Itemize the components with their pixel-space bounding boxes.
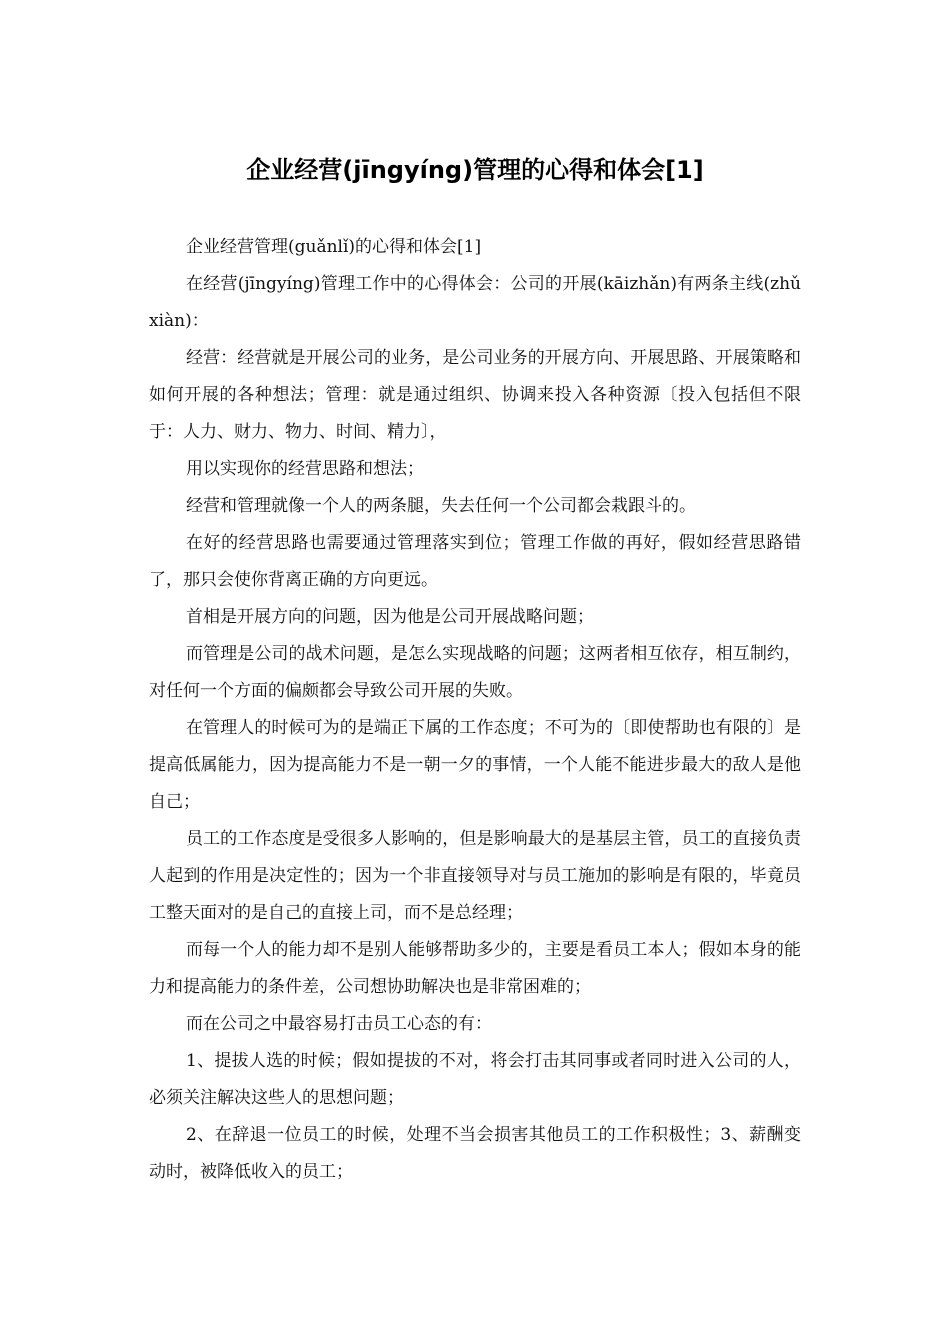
paragraph: 用以实现你的经营思路和想法；	[186, 459, 424, 479]
paragraph: 企业经营管理(guǎnlǐ)的心得和体会[1]	[186, 237, 482, 257]
paragraph: 经营和管理就像一个人的两条腿，失去任何一个公司都会栽跟斗的。	[186, 496, 696, 516]
paragraph: 首相是开展方向的问题，因为他是公司开展战略问题；	[186, 607, 594, 627]
paragraph: 在好的经营思路也需要通过管理落实到位；管理工作做的再好，假如经营思路错了，那只会使你背离正确的方向更远。	[149, 533, 801, 590]
paragraph: 2、在辞退一位员工的时候，处理不当会损害其他员工的工作积极性；3、薪酬变动时，被降低收入的员工；	[149, 1125, 801, 1182]
paragraph: 员工的工作态度是受很多人影响的，但是影响最大的是基层主管，员工的直接负责人起到的作用是决定性的；因为一个非直接领导对与员工施加的影响是有限的，毕竟员工整天面对的是自己的直接上司，而不是总经理；	[149, 829, 801, 923]
paragraph: 而管理是公司的战术问题，是怎么实现战略的问题；这两者相互依存，相互制约，对任何一个方面的偏颇都会导致公司开展的失败。	[149, 644, 801, 701]
paragraph: 在管理人的时候可为的是端正下属的工作态度；不可为的〔即使帮助也有限的〕是提高低属能力，因为提高能力不是一朝一夕的事情，一个人能不能进步最大的敌人是他自己；	[149, 718, 801, 812]
document-body	[149, 229, 801, 1191]
document-title: 企业经营(jīngyíng)管理的心得和体会[1]	[246, 156, 704, 184]
paragraph: 经营：经营就是开展公司的业务，是公司业务的开展方向、开展思路、开展策略和如何开展的各种想法；管理：就是通过组织、协调来投入各种资源〔投入包括但不限于：人力、财力、物力、时间、精力〕，	[149, 348, 801, 442]
paragraph: 而在公司之中最容易打击员工心态的有：	[186, 1014, 492, 1034]
paragraph: 而每一个人的能力却不是别人能够帮助多少的，主要是看员工本人；假如本身的能力和提高能力的条件差，公司想协助解决也是非常困难的；	[149, 940, 801, 997]
paragraph: 1、提拔人选的时候；假如提拔的不对，将会打击其同事或者同时进入公司的人，必须关注解决这些人的思想问题；	[149, 1051, 801, 1108]
paragraph: 在经营(jīngyíng)管理工作中的心得体会：公司的开展(kāizhǎn)有两条主线(zhǔ xiàn)：	[149, 274, 801, 331]
